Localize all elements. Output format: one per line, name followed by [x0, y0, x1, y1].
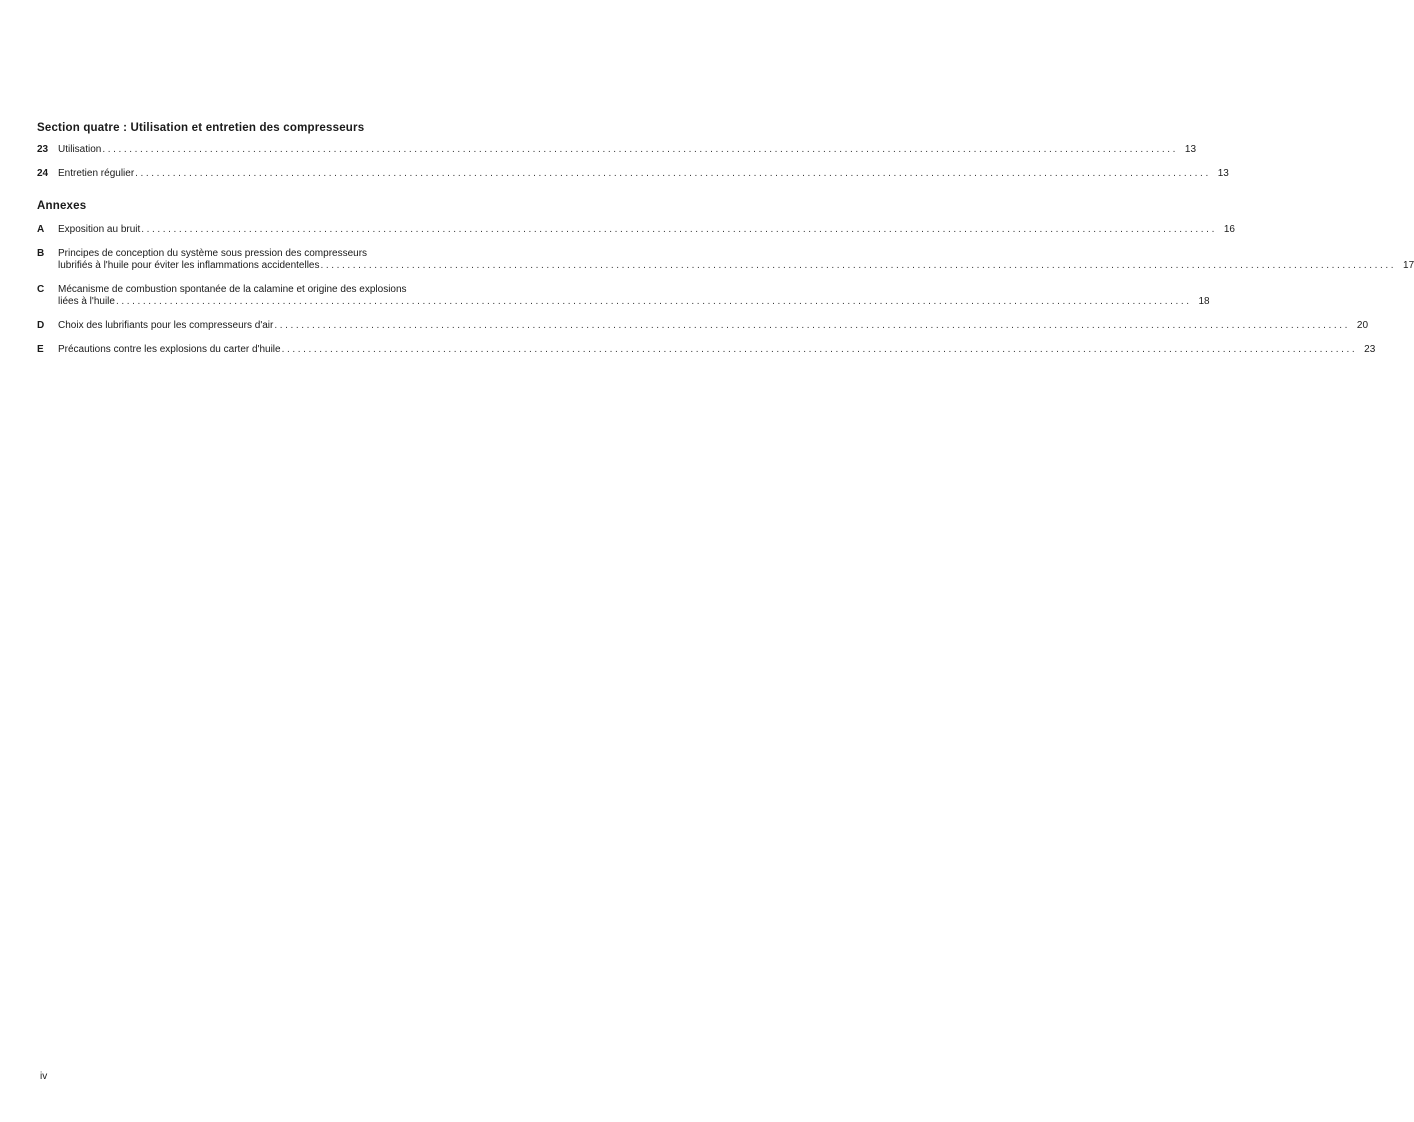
toc-entry-annex-b	[37, 248, 1414, 272]
toc-entry-title: Exposition au bruit	[58, 224, 141, 235]
toc-entry-letter: D	[37, 320, 45, 331]
toc-entry-number: 24	[37, 168, 49, 179]
toc-entry-title: lubrifiés à l'huile pour éviter les inflammations accidentelles	[58, 260, 320, 271]
dot-leader: ........................................................................................................................................................................................................	[115, 296, 1192, 307]
toc-entry-title-line1: Mécanisme de combustion spontanée de la calamine et origine des explosions	[58, 284, 407, 295]
table-of-contents	[37, 122, 1414, 356]
toc-entry-letter: E	[37, 344, 44, 355]
toc-entry-annex-e	[37, 344, 1376, 356]
toc-entry-title: liées à l'huile	[58, 296, 115, 307]
dot-leader: ........................................................................................................................................................................................................	[320, 260, 1397, 271]
dot-leader: ........................................................................................................................................................................................................	[141, 224, 1217, 235]
toc-entry-title-line1: Principes de conception du système sous pression des compresseurs	[58, 248, 368, 259]
annexes-heading: Annexes	[37, 200, 87, 212]
toc-entry-letter: C	[37, 284, 45, 295]
toc-entry-number: 23	[37, 144, 49, 155]
toc-entry-page: 18	[1198, 296, 1210, 307]
toc-entry-annex-a	[37, 224, 1235, 236]
toc-entry-23	[37, 144, 1197, 156]
toc-entry-24	[37, 168, 1229, 180]
toc-entry-letter: A	[37, 224, 45, 235]
toc-entry-page: 13	[1217, 168, 1229, 179]
toc-entry-annex-d	[37, 320, 1369, 332]
toc-entry-title: Choix des lubrifiants pour les compresseurs d'air	[58, 320, 274, 331]
toc-entry-page: 17	[1403, 260, 1414, 271]
toc-entry-letter: B	[37, 248, 45, 259]
dot-leader: ........................................................................................................................................................................................................	[102, 144, 1179, 155]
dot-leader: ........................................................................................................................................................................................................	[281, 344, 1358, 355]
toc-entry-page: 13	[1184, 144, 1197, 155]
section-heading: Section quatre : Utilisation et entretien des compresseurs	[37, 122, 365, 134]
page-number: iv	[40, 1071, 48, 1082]
toc-entry-annex-c	[37, 284, 1210, 308]
toc-entry-title: Utilisation	[58, 144, 102, 155]
dot-leader: ........................................................................................................................................................................................................	[274, 320, 1351, 331]
toc-entry-title: Précautions contre les explosions du carter d'huile	[58, 344, 281, 355]
dot-leader: ........................................................................................................................................................................................................	[135, 168, 1211, 179]
toc-entry-page: 20	[1356, 320, 1369, 331]
toc-entry-page: 16	[1223, 224, 1235, 235]
toc-entry-title: Entretien régulier	[58, 168, 135, 179]
toc-entry-page: 23	[1364, 344, 1376, 355]
